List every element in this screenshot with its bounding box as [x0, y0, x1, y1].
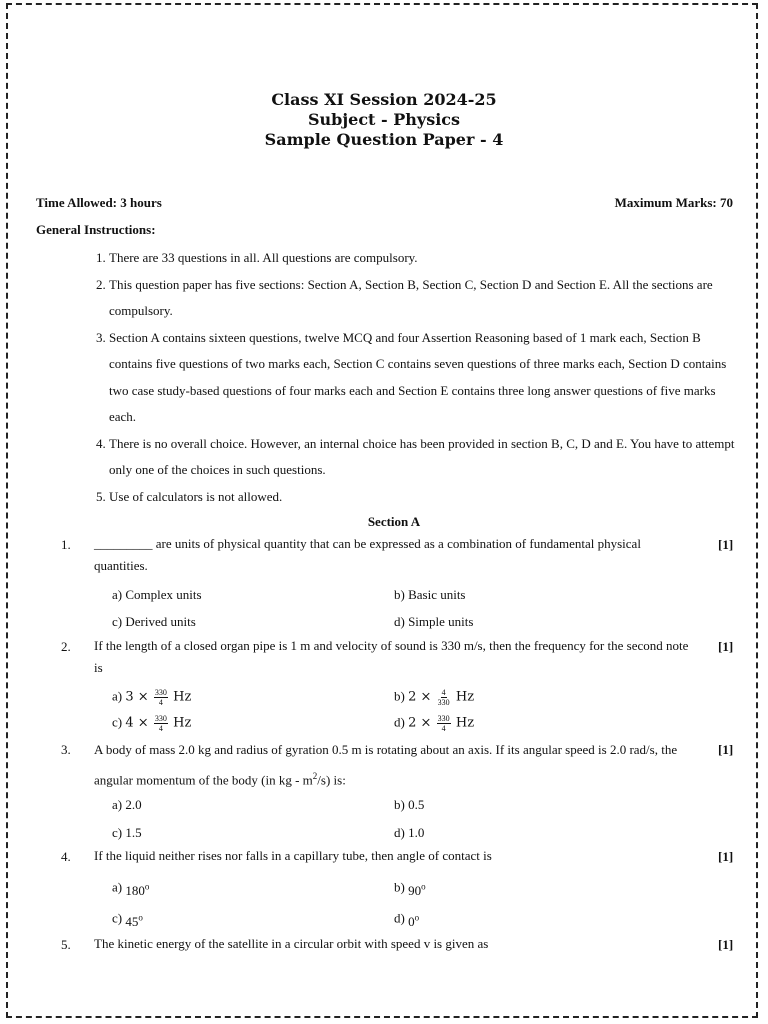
fraction-denominator: 330: [437, 698, 450, 707]
instruction-number: 4.: [96, 435, 106, 451]
angle-number: 180: [125, 883, 145, 899]
question-3-text: [94, 737, 694, 793]
instruction-item: [96, 484, 736, 511]
question-1-option-c: c) Derived units: [112, 614, 196, 629]
instruction-item: [96, 325, 736, 431]
fraction: [154, 714, 168, 733]
fraction-numerator: 330: [437, 714, 450, 723]
question-2-marks: [1]: [718, 639, 734, 654]
question-5-marks: [1]: [718, 937, 734, 952]
question-4-number: 4.: [61, 849, 71, 864]
fraction-denominator: 4: [158, 724, 163, 733]
instruction-item: [96, 272, 736, 325]
option-coefficient: 4 ×: [125, 715, 149, 731]
angle-number: 45: [125, 914, 139, 930]
angle-value: [125, 914, 143, 929]
instruction-number: 3.: [96, 329, 106, 345]
angle-number: 90: [408, 883, 422, 899]
time-allowed: Time Allowed: 3 hours: [36, 195, 162, 210]
option-label: b): [394, 688, 405, 704]
fraction: [154, 688, 168, 707]
angle-value: [408, 914, 419, 929]
degree-symbol: o: [138, 913, 143, 923]
option-label: d): [394, 714, 405, 730]
option-unit: Hz: [455, 715, 475, 731]
fraction-numerator: 4: [441, 688, 446, 697]
question-3-option-a: a) 2.0: [112, 797, 142, 812]
fraction-numerator: 330: [154, 714, 167, 723]
angle-value: [408, 883, 426, 898]
instruction-item: [96, 431, 736, 484]
option-label: d): [394, 910, 405, 926]
instruction-number: 1.: [96, 250, 106, 265]
option-label: a): [112, 688, 123, 704]
class-session-title: Class XI Session 2024-25: [271, 90, 497, 109]
option-label: c): [112, 714, 123, 730]
angle-value: [125, 883, 149, 898]
question-4-option-d: [394, 909, 420, 930]
maximum-marks: Maximum Marks: 70: [614, 195, 733, 210]
option-label: a): [112, 879, 123, 895]
option-unit: Hz: [173, 715, 192, 731]
option-coefficient: 2 ×: [408, 689, 432, 705]
instruction-number: 2.: [96, 276, 106, 292]
option-coefficient: 3 ×: [125, 689, 149, 705]
instruction-text: Use of calculators is not allowed.: [109, 488, 283, 504]
question-3-text-part1: A body of mass 2.0 kg and radius of gyration 0.5 m is rotating about an axis. If its angular speed is 2.0 rad/s, the angular momentum of the body (in kg - m: [94, 742, 678, 788]
instruction-text: Section A contains sixteen questions, twelve MCQ and four Assertion Reasoning based of 1 mark each, Section B contains five questions of two marks each, Section C contains seven questions of three marks each, Section D contains two case study-based questions of four marks each and Section E contains three long answer questions of five marks each.: [109, 329, 727, 424]
question-1-option-a: a) Complex units: [112, 587, 202, 602]
question-1-option-b: b) Basic units: [394, 587, 466, 602]
fraction-denominator: 4: [441, 724, 446, 733]
instructions-list: [96, 245, 736, 510]
general-instructions-heading: General Instructions:: [36, 222, 156, 237]
degree-symbol: o: [414, 913, 420, 923]
fraction: [437, 688, 451, 707]
question-2-option-c: [112, 714, 191, 733]
question-3-text-part2: /s) is:: [317, 772, 346, 788]
question-2-option-d: [394, 714, 474, 733]
question-3-marks: [1]: [718, 742, 734, 757]
question-2-text: If the length of a closed organ pipe is 1 m and velocity of sound is 330 m/s, then the frequency for the second note is: [94, 638, 689, 675]
question-1-text: _________ are units of physical quantity that can be expressed as a combination of fundamental physical quantities.: [94, 536, 641, 573]
option-label: c): [112, 910, 123, 926]
degree-symbol: o: [421, 882, 426, 892]
option-label: b): [394, 879, 405, 895]
instruction-text: This question paper has five sections: Section A, Section B, Section C, Section D and Section E. All the sections are compulsory.: [109, 276, 713, 318]
option-unit: Hz: [173, 689, 192, 705]
question-4-marks: [1]: [718, 849, 734, 864]
subject-title: Subject - Physics: [307, 110, 461, 129]
degree-symbol: o: [144, 882, 150, 892]
question-3-option-d: d) 1.0: [394, 825, 425, 840]
question-2-option-a: [112, 688, 191, 707]
question-1-marks: [1]: [718, 537, 734, 552]
question-4-text: If the liquid neither rises nor falls in a capillary tube, then angle of contact is: [94, 848, 492, 863]
fraction: [437, 714, 451, 733]
question-4-option-b: [394, 878, 426, 899]
question-3-number: 3.: [61, 742, 71, 757]
question-5-number: 5.: [61, 937, 71, 952]
paper-title: Sample Question Paper - 4: [264, 130, 504, 149]
question-2-number: 2.: [61, 639, 71, 654]
fraction-denominator: 4: [158, 698, 163, 707]
question-3-option-c: c) 1.5: [112, 825, 142, 840]
question-2-option-b: [394, 688, 474, 707]
instruction-number: 5.: [96, 488, 106, 504]
question-4-option-a: [112, 878, 150, 899]
section-a-heading: Section A: [367, 514, 421, 529]
angle-number: 0: [408, 914, 415, 930]
question-1-number: 1.: [61, 537, 71, 552]
question-4-option-c: [112, 909, 143, 930]
instruction-text: There is no overall choice. However, an internal choice has been provided in section B, C, D and E. You have to attempt only one of the choices in such questions.: [109, 435, 735, 477]
question-3-option-b: b) 0.5: [394, 797, 425, 812]
question-5-text: The kinetic energy of the satellite in a circular orbit with speed v is given as: [94, 936, 489, 951]
superscript: 2: [312, 771, 318, 781]
instruction-item: [96, 245, 736, 272]
instruction-text: There are 33 questions in all. All questions are compulsory.: [109, 250, 418, 265]
option-unit: Hz: [455, 689, 475, 705]
question-1-option-d: d) Simple units: [394, 614, 474, 629]
option-coefficient: 2 ×: [408, 715, 432, 731]
fraction-numerator: 330: [154, 688, 167, 697]
